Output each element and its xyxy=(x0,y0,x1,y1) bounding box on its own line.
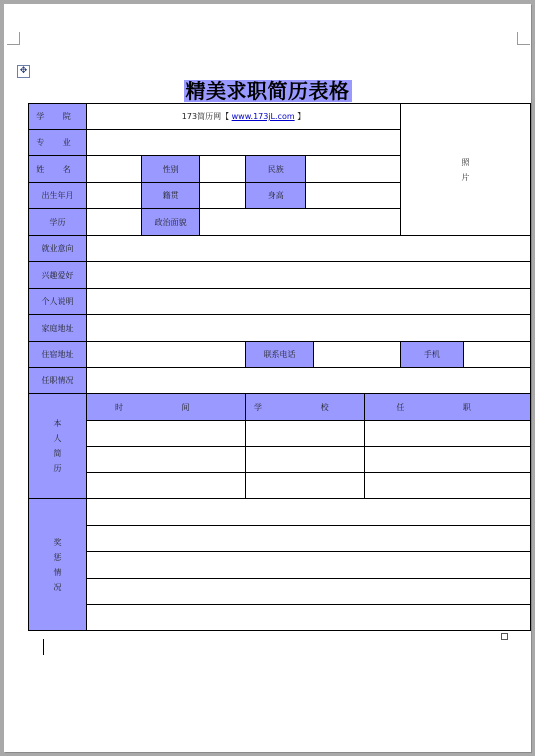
margin-corner-mark xyxy=(7,32,20,45)
birth-label: 出生年月 xyxy=(29,183,87,209)
positions-value[interactable] xyxy=(86,368,530,394)
education-value[interactable] xyxy=(86,209,141,236)
table-row xyxy=(29,579,531,605)
margin-corner-mark xyxy=(517,32,530,45)
table-row xyxy=(29,447,531,473)
awards-line[interactable] xyxy=(86,499,530,526)
resume-form-table xyxy=(28,103,531,631)
mobile-value[interactable] xyxy=(463,342,530,368)
native-place-label: 籍贯 xyxy=(142,183,200,209)
resume-col-time: 时 间 xyxy=(86,394,245,421)
hobbies-value[interactable] xyxy=(86,262,530,289)
ethnicity-value[interactable] xyxy=(305,156,400,183)
political-status-label: 政治面貌 xyxy=(142,209,200,236)
table-row xyxy=(29,289,531,315)
table-move-handle-icon[interactable]: ✥ xyxy=(17,65,30,78)
personal-statement-value[interactable] xyxy=(86,289,530,315)
political-status-value[interactable] xyxy=(200,209,401,236)
table-row xyxy=(29,605,531,631)
native-place-value[interactable] xyxy=(200,183,246,209)
height-value[interactable] xyxy=(305,183,400,209)
table-row xyxy=(29,368,531,394)
phone-value[interactable] xyxy=(313,342,400,368)
text-cursor xyxy=(43,639,44,655)
birth-value[interactable] xyxy=(86,183,141,209)
name-value[interactable] xyxy=(86,156,141,183)
positions-label: 任职情况 xyxy=(29,368,87,394)
table-row xyxy=(29,421,531,447)
photo-cell[interactable]: 照 片 xyxy=(401,104,531,236)
name-label: 姓 名 xyxy=(29,156,87,183)
resume-time-cell[interactable] xyxy=(86,473,245,499)
table-row xyxy=(29,473,531,499)
resume-school-cell[interactable] xyxy=(246,473,365,499)
table-row xyxy=(29,262,531,289)
education-label: 学历 xyxy=(29,209,87,236)
hobbies-label: 兴趣爱好 xyxy=(29,262,87,289)
college-label: 学 院 xyxy=(29,104,87,130)
website-link[interactable]: www.173jL.com xyxy=(231,112,295,121)
resume-position-cell[interactable] xyxy=(365,447,531,473)
resume-position-cell[interactable] xyxy=(365,421,531,447)
college-value[interactable]: 173简历网【 www.173jL.com 】 xyxy=(86,104,400,130)
resume-col-school: 学 校 xyxy=(246,394,365,421)
personal-statement-label: 个人说明 xyxy=(29,289,87,315)
table-row xyxy=(29,499,531,526)
gender-label: 性别 xyxy=(142,156,200,183)
awards-line[interactable] xyxy=(86,605,530,631)
resume-time-cell[interactable] xyxy=(86,447,245,473)
residence-address-label: 住宿地址 xyxy=(29,342,87,368)
page-title[interactable]: 精美求职简历表格 xyxy=(185,79,350,103)
residence-address-value[interactable] xyxy=(86,342,245,368)
table-row xyxy=(29,552,531,579)
awards-section-label: 奖 惩 情 况 xyxy=(29,499,87,631)
home-address-value[interactable] xyxy=(86,315,530,342)
resume-school-cell[interactable] xyxy=(246,447,365,473)
gender-value[interactable] xyxy=(200,156,246,183)
table-row xyxy=(29,236,531,262)
ethnicity-label: 民族 xyxy=(246,156,306,183)
resume-position-cell[interactable] xyxy=(365,473,531,499)
table-row xyxy=(29,342,531,368)
resume-time-cell[interactable] xyxy=(86,421,245,447)
table-row xyxy=(29,315,531,342)
resume-school-cell[interactable] xyxy=(246,421,365,447)
title-line xyxy=(4,80,531,102)
table-row xyxy=(29,104,531,130)
job-intent-label: 就业意向 xyxy=(29,236,87,262)
height-label: 身高 xyxy=(246,183,306,209)
awards-line[interactable] xyxy=(86,526,530,552)
table-resize-handle[interactable] xyxy=(501,633,508,640)
major-value[interactable] xyxy=(86,130,400,156)
document-page xyxy=(4,4,531,752)
awards-line[interactable] xyxy=(86,552,530,579)
mobile-label: 手机 xyxy=(401,342,464,368)
table-row xyxy=(29,526,531,552)
major-label: 专 业 xyxy=(29,130,87,156)
table-row xyxy=(29,394,531,421)
phone-label: 联系电话 xyxy=(246,342,313,368)
job-intent-value[interactable] xyxy=(86,236,530,262)
resume-col-position: 任 职 xyxy=(365,394,531,421)
resume-section-label: 本 人 简 历 xyxy=(29,394,87,499)
home-address-label: 家庭地址 xyxy=(29,315,87,342)
awards-line[interactable] xyxy=(86,579,530,605)
